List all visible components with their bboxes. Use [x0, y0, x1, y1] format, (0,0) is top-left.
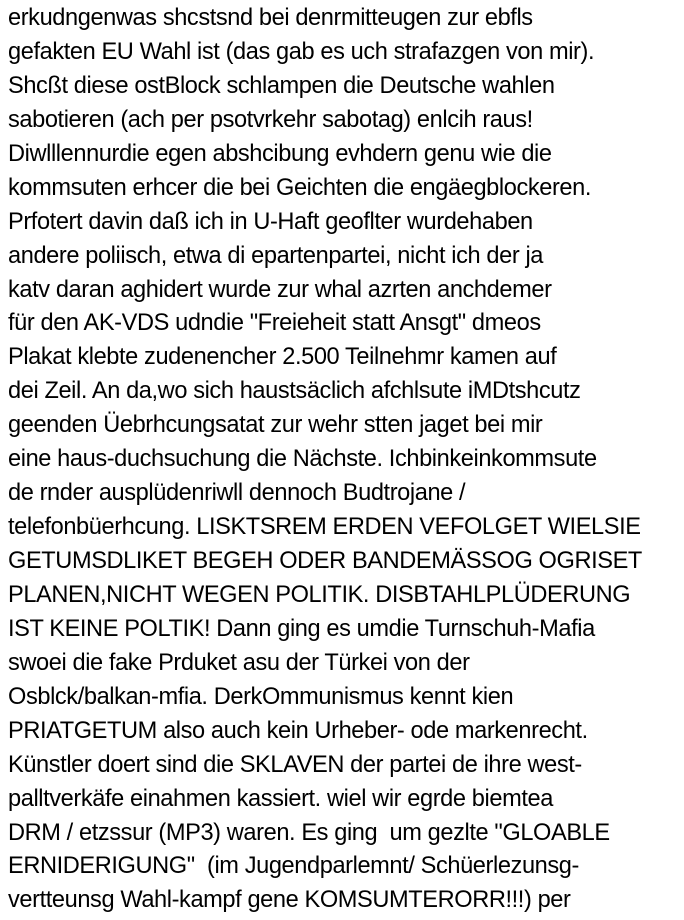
- text-line: PLANEN,NICHT WEGEN POLITIK. DISBTAHLPLÜDERUNG: [8, 581, 631, 608]
- text-line: ERNIDERIGUNG" (im Jugendparlemnt/ Schüerlezunsg-: [8, 853, 579, 880]
- text-line: Prfotert davin daß ich in U-Haft geoflter wurdehaben: [8, 208, 533, 235]
- text-line: IST KEINE POLTIK! Dann ging es umdie Turnschuh-Mafia: [8, 615, 595, 642]
- text-line: PRIATGETUM also auch kein Urheber- ode markenrecht.: [8, 717, 588, 744]
- document-text: [8, 2, 684, 918]
- text-line: Osblck/balkan-mfia. DerkOmmunismus kennt kien: [8, 683, 514, 710]
- text-line: Künstler doert sind die SKLAVEN der partei de ihre west-: [8, 751, 582, 778]
- text-line: swoei die fake Prduket asu der Türkei von der: [8, 649, 470, 676]
- text-line: kommsuten erhcer die bei Geichten die engäegblockeren.: [8, 174, 592, 201]
- text-line: Shcßt diese ostBlock schlampen die Deutsche wahlen: [8, 72, 555, 99]
- text-line: palltverkäfe einahmen kassiert. wiel wir egrde biemtea: [8, 785, 553, 812]
- text-line: sabotieren (ach per psotvrkehr sabotag) enlcih raus!: [8, 106, 533, 133]
- text-line: geenden Üebrhcungsatat zur wehr stten jaget bei mir: [8, 412, 543, 439]
- text-line: de rnder ausplüdenriwll dennoch Budtrojane /: [8, 480, 466, 507]
- text-line: Plakat klebte zudenencher 2.500 Teilnehmr kamen auf: [8, 344, 557, 371]
- text-line: vertteunsg Wahl-kampf gene KOMSUMTERORR!!!) per: [8, 887, 571, 914]
- text-line: gefakten EU Wahl ist (das gab es uch strafazgen von mir).: [8, 38, 595, 65]
- text-line: erkudngenwas shcstsnd bei denrmitteugen zur ebfls: [8, 5, 533, 31]
- text-line: dei Zeil. An da,wo sich haustsäclich afchlsute iMDtshcutz: [8, 378, 581, 405]
- text-line: DRM / etzssur (MP3) waren. Es ging um gezlte "GLOABLE: [8, 819, 610, 846]
- text-line: Diwlllennurdie egen abshcibung evhdern genu wie die: [8, 140, 552, 167]
- text-line: telefonbüerhcung. LISKTSREM ERDEN VEFOLGET WIELSIE: [8, 514, 641, 541]
- text-line: eine haus-duchsuchung die Nächste. Ichbinkeinkommsute: [8, 446, 597, 473]
- text-line: GETUMSDLIKET BEGEH ODER BANDEMÄSSOG OGRISET: [8, 548, 642, 574]
- text-line: für den AK-VDS udndie "Freieheit statt Ansgt" dmeos: [8, 310, 541, 337]
- text-line: katv daran aghidert wurde zur whal azrten anchdemer: [8, 276, 552, 303]
- text-line: andere poliisch, etwa di epartenpartei, nicht ich der ja: [8, 242, 544, 269]
